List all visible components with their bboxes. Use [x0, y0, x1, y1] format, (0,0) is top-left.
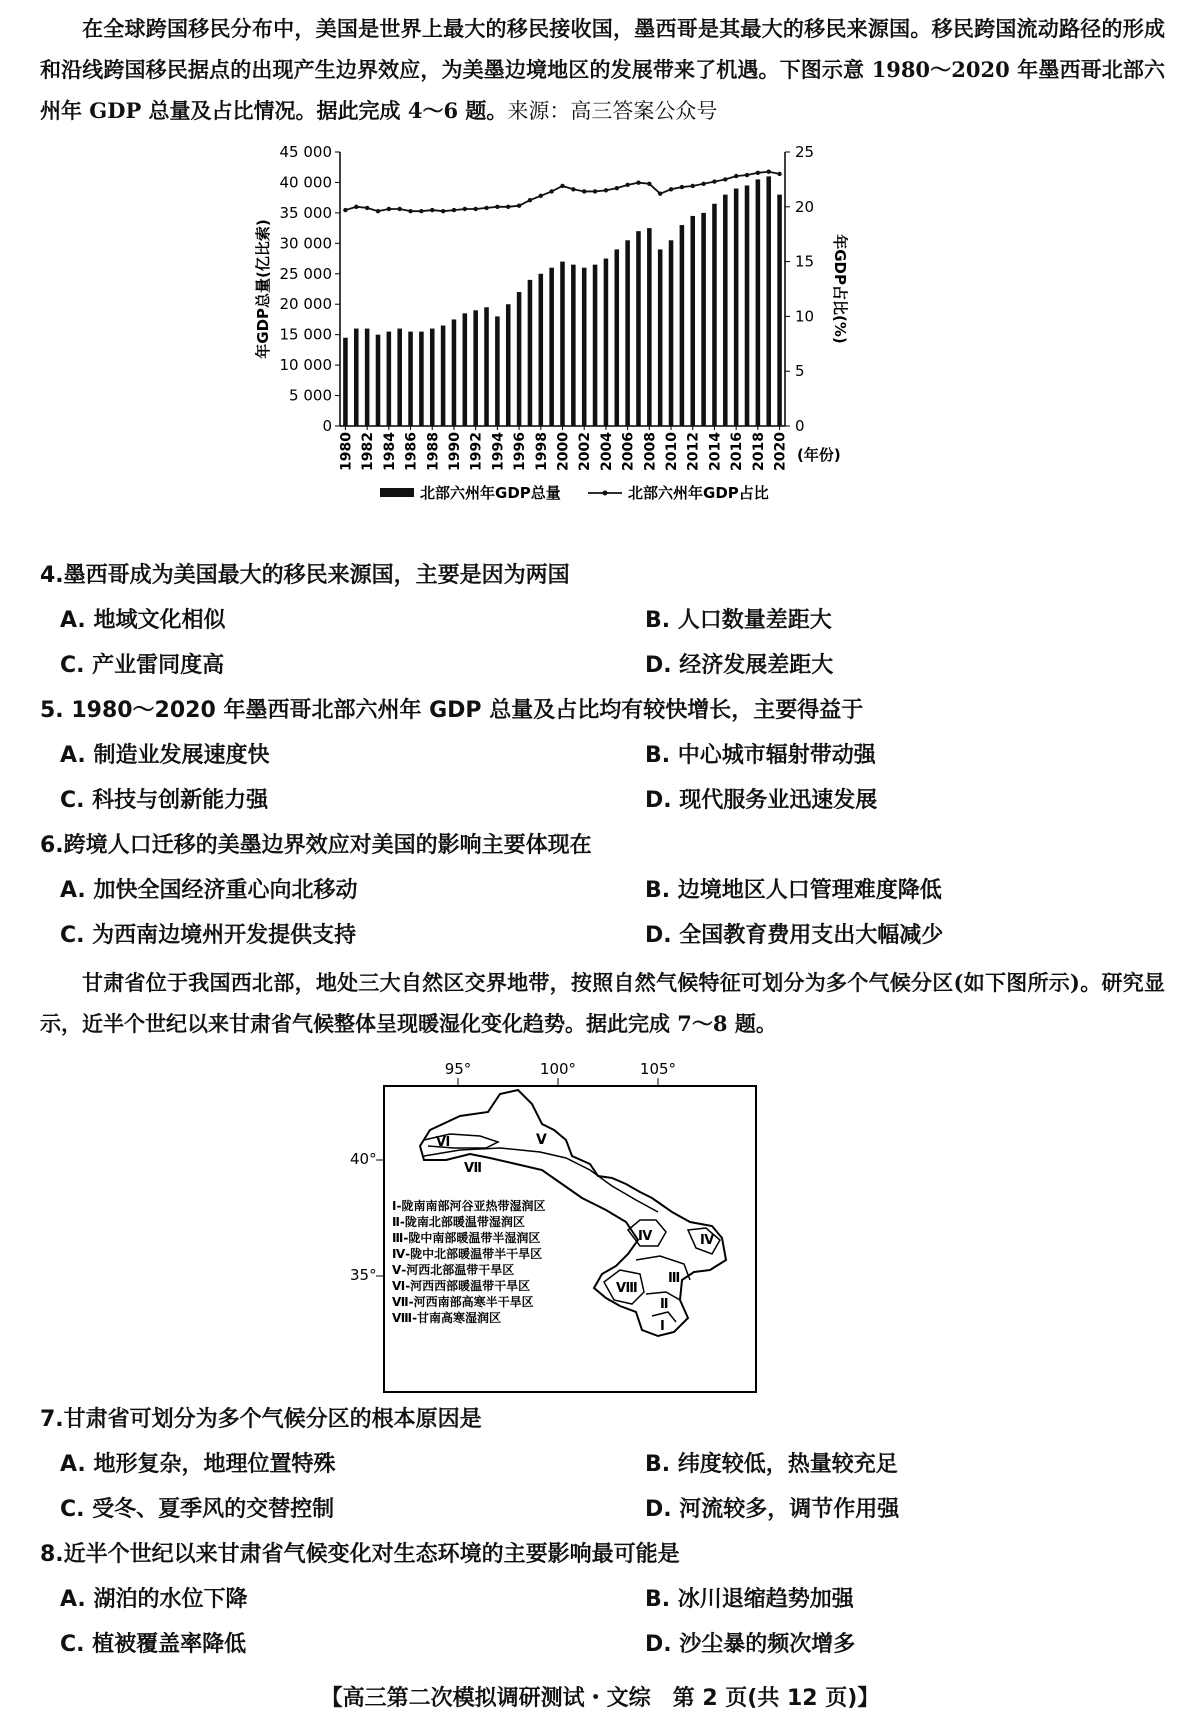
gdp-share-point [495, 205, 499, 209]
gdp-bar [528, 280, 533, 426]
right-tick-label: 15 [795, 252, 815, 271]
gdp-bar [680, 225, 685, 426]
x-tick-label: 2002 [577, 432, 594, 471]
gdp-share-point [712, 179, 716, 183]
gansu-climate-map [340, 1060, 830, 1400]
region-v-label: Ⅴ [536, 1132, 547, 1148]
gdp-bar [441, 326, 446, 426]
gdp-bar [484, 307, 489, 426]
gdp-bar [593, 265, 598, 426]
gdp-bar [690, 216, 695, 426]
region-iv-east-label: Ⅳ [700, 1233, 715, 1248]
region-iv-label: Ⅳ [638, 1229, 653, 1244]
x-tick-label: 1980 [338, 432, 355, 471]
gdp-bar [701, 213, 706, 426]
answer-option[interactable]: D. 河流较多，调节作用强 [645, 1497, 900, 1522]
question-stem: 5. 1980～2020 年墨西哥北部六州年 GDP 总量及占比均有较快增长，主要得益于 [40, 698, 864, 723]
lat-label-35: 35° [350, 1266, 377, 1284]
right-tick-label: 5 [795, 362, 805, 381]
question-stem: 6.跨境人口迁移的美墨边界效应对美国的影响主要体现在 [40, 833, 592, 858]
page-footer: 【高三第二次模拟调研测试・文综 第 2 页(共 12 页)】 [320, 1686, 880, 1711]
gdp-share-point [397, 207, 401, 211]
x-tick-label: 2012 [685, 432, 702, 471]
answer-option[interactable]: D. 沙尘暴的频次增多 [645, 1632, 856, 1657]
legend-item-1: Ⅰ-陇南南部河谷亚热带湿润区 [392, 1199, 546, 1213]
lon-label-95: 95° [444, 1060, 472, 1078]
gdp-share-point [408, 209, 412, 213]
gdp-share-point [539, 194, 543, 198]
lon-label-100: 100° [539, 1060, 577, 1078]
gdp-share-point [604, 188, 608, 192]
region-iii-label: Ⅲ [668, 1271, 681, 1286]
question-stem: 8.近半个世纪以来甘肃省气候变化对生态环境的主要影响最可能是 [40, 1542, 680, 1567]
answer-option[interactable]: A. 制造业发展速度快 [60, 743, 270, 768]
gdp-bar [365, 329, 370, 426]
gdp-share-point [734, 174, 738, 178]
lat-label-40: 40° [350, 1150, 377, 1168]
gdp-bar [354, 329, 359, 426]
legend-line-marker [603, 491, 608, 496]
x-tick-label: 2018 [750, 432, 767, 471]
x-tick-label: 2006 [620, 432, 637, 471]
left-tick-label: 15 000 [279, 325, 332, 344]
x-tick-label: 1990 [446, 432, 463, 471]
gdp-share-point [745, 173, 749, 177]
gdp-share-point [647, 182, 651, 186]
gdp-bar [452, 319, 457, 426]
gdp-share-point [593, 189, 597, 193]
answer-option[interactable]: C. 受冬、夏季风的交替控制 [60, 1497, 335, 1522]
x-tick-label: 1994 [490, 432, 507, 471]
gdp-share-point [441, 209, 445, 213]
gdp-bar [473, 310, 478, 426]
question-stem: 7.甘肃省可划分为多个气候分区的根本原因是 [40, 1407, 482, 1432]
x-tick-label: 2000 [555, 432, 572, 471]
answer-option[interactable]: D. 现代服务业迅速发展 [645, 788, 878, 813]
question-stem: 4.墨西哥成为美国最大的移民来源国，主要是因为两国 [40, 563, 570, 588]
gdp-bar [745, 185, 750, 426]
answer-option[interactable]: B. 中心城市辐射带动强 [645, 743, 876, 768]
answer-option[interactable]: D. 经济发展差距大 [645, 653, 834, 678]
gdp-bar [734, 189, 739, 426]
legend-item-6: Ⅵ-河西西部暖温带干旱区 [392, 1279, 531, 1293]
legend-item-4: Ⅳ-陇中北部暖温带半干旱区 [392, 1247, 543, 1261]
gdp-share-point [484, 206, 488, 210]
gdp-share-point [723, 177, 727, 181]
left-tick-label: 35 000 [279, 203, 332, 222]
intro-passage-2 [40, 962, 1165, 1044]
legend-bar-swatch [380, 488, 414, 497]
gdp-share-point [756, 171, 760, 175]
gdp-share-point [430, 208, 434, 212]
gdp-bar [506, 304, 511, 426]
left-tick-label: 5 000 [289, 386, 332, 405]
gdp-share-point [528, 198, 532, 202]
answer-option[interactable]: C. 科技与创新能力强 [60, 788, 269, 813]
left-tick-label: 30 000 [279, 234, 332, 253]
answer-option[interactable]: D. 全国教育费用支出大幅减少 [645, 923, 944, 948]
gdp-share-point [376, 209, 380, 213]
gdp-bar [658, 249, 663, 426]
answer-option[interactable]: C. 为西南边境州开发提供支持 [60, 923, 357, 948]
right-tick-label: 10 [795, 307, 815, 326]
gdp-share-point [777, 172, 781, 176]
gdp-share-point [658, 191, 662, 195]
gdp-share-point [473, 207, 477, 211]
gdp-bar [343, 338, 348, 426]
gdp-share-point [354, 205, 358, 209]
gdp-bar [636, 231, 641, 426]
legend-item-7: Ⅶ-河西南部高寒半干旱区 [392, 1295, 534, 1309]
gdp-bar [463, 313, 468, 426]
gdp-bar [376, 335, 381, 426]
x-tick-label: 1984 [381, 432, 398, 471]
gdp-share-point [680, 185, 684, 189]
gdp-bar [419, 332, 424, 426]
source-note: 来源：高三答案公众号 [507, 99, 718, 123]
left-tick-label: 20 000 [279, 295, 332, 314]
gdp-share-point [571, 187, 575, 191]
legend-item-8: Ⅷ-甘南高寒湿润区 [392, 1311, 502, 1325]
gdp-share-point [365, 206, 369, 210]
gdp-bar [604, 259, 609, 426]
gdp-share-point [767, 170, 771, 174]
intro-text-1: 在全球跨国移民分布中，美国是世界上最大的移民接收国，墨西哥是其最大的移民来源国。移民跨国流动路径的形成和沿线跨国移民据点的出现产生边界效应，为美墨边境地区的发展带来了机遇。下图示意 1980～2020 年墨西哥北部六州年 GDP 总量及占比情况。据此完成 4～6 题。 [40, 16, 1165, 123]
legend-item-2: Ⅱ-陇南北部暖温带湿润区 [392, 1215, 525, 1229]
answer-option[interactable]: B. 冰川退缩趋势加强 [645, 1587, 854, 1612]
answer-option[interactable]: A. 地形复杂，地理位置特殊 [60, 1452, 336, 1477]
gdp-bar [777, 195, 782, 426]
gdp-share-point [517, 204, 521, 208]
gdp-bar [723, 195, 728, 426]
map-legend [392, 1198, 545, 1325]
x-tick-label: 2014 [707, 432, 724, 471]
region-vii-label: Ⅶ [464, 1161, 483, 1176]
left-tick-label: 0 [322, 417, 332, 435]
x-tick-label: 1982 [360, 432, 377, 471]
x-tick-label: 1986 [403, 432, 420, 471]
gdp-bar [517, 292, 522, 426]
gdp-share-point [419, 209, 423, 213]
answer-option[interactable]: B. 人口数量差距大 [645, 608, 832, 633]
x-tick-label: 2020 [772, 432, 789, 471]
intro-text-2: 甘肃省位于我国西北部，地处三大自然区交界地带，按照自然气候特征可划分为多个气候分区(如下图所示)。研究显示，近半个世纪以来甘肃省气候整体呈现暖湿化变化趋势。据此完成 7～8 题。 [40, 970, 1165, 1036]
left-tick-label: 40 000 [279, 173, 332, 192]
gdp-bar [669, 240, 674, 426]
gdp-share-point [625, 183, 629, 187]
lon-label-105: 105° [639, 1060, 677, 1078]
left-tick-label: 10 000 [279, 356, 332, 375]
gdp-share-point [691, 184, 695, 188]
legend-line-label: 北部六州年GDP占比 [628, 484, 769, 502]
left-tick-label: 25 000 [279, 264, 332, 283]
answer-option[interactable]: C. 产业雷同度高 [60, 653, 225, 678]
gdp-bar [766, 176, 771, 426]
x-tick-label: 1992 [468, 432, 485, 471]
x-tick-label: 1998 [533, 432, 550, 471]
gdp-bar [549, 268, 554, 426]
gdp-bar [539, 274, 544, 426]
right-tick-label: 25 [795, 143, 815, 161]
gdp-share-point [463, 207, 467, 211]
right-axis-title: 年GDP占比(%) [831, 234, 849, 344]
gdp-bar [387, 332, 392, 426]
legend-bar-label: 北部六州年GDP总量 [420, 484, 561, 502]
gdp-share-point [615, 186, 619, 190]
x-tick-label: 1988 [425, 432, 442, 471]
left-axis-title: 年GDP总量(亿比索) [254, 219, 272, 359]
gdp-bar [571, 265, 576, 426]
gdp-bar [647, 228, 652, 426]
x-axis-unit: (年份) [797, 446, 841, 464]
gdp-share-point [387, 207, 391, 211]
gdp-share-point [560, 184, 564, 188]
gdp-bar [614, 249, 619, 426]
region-i-label: Ⅰ [660, 1319, 665, 1334]
gdp-share-point [669, 187, 673, 191]
gdp-bar [756, 179, 761, 426]
gdp-share-point [506, 205, 510, 209]
region-ii-label: Ⅱ [660, 1297, 669, 1312]
left-tick-label: 45 000 [279, 143, 332, 161]
gdp-chart [250, 130, 950, 550]
gdp-bar [582, 268, 587, 426]
region-viii-label: Ⅷ [616, 1281, 638, 1296]
x-tick-label: 1996 [512, 432, 529, 471]
gdp-share-point [636, 180, 640, 184]
answer-option[interactable]: B. 边境地区人口管理难度降低 [645, 878, 942, 903]
region-vi-label: Ⅵ [436, 1135, 451, 1150]
x-tick-label: 2010 [664, 432, 681, 471]
answer-option[interactable]: A. 湖泊的水位下降 [60, 1587, 248, 1612]
gdp-bar [712, 204, 717, 426]
gdp-bar [560, 262, 565, 426]
intro-passage-1 [40, 8, 1165, 132]
gdp-bar [408, 332, 413, 426]
x-tick-label: 2016 [729, 432, 746, 471]
x-tick-label: 2004 [598, 432, 615, 471]
gdp-bar [625, 240, 630, 426]
gdp-bar [397, 329, 402, 426]
right-tick-label: 20 [795, 197, 815, 216]
gdp-bar [495, 316, 500, 426]
gdp-share-point [452, 208, 456, 212]
answer-option[interactable]: A. 地域文化相似 [60, 608, 226, 633]
answer-option[interactable]: B. 纬度较低，热量较充足 [645, 1452, 898, 1477]
answer-option[interactable]: A. 加快全国经济重心向北移动 [60, 878, 358, 903]
answer-option[interactable]: C. 植被覆盖率降低 [60, 1632, 247, 1657]
gdp-share-point [343, 208, 347, 212]
gdp-bar [430, 329, 435, 426]
legend-item-3: Ⅲ-陇中南部暖温带半湿润区 [392, 1231, 541, 1245]
gdp-share-point [582, 189, 586, 193]
right-tick-label: 0 [795, 417, 805, 435]
gdp-share-point [701, 182, 705, 186]
legend-item-5: Ⅴ-河西北部温带干旱区 [392, 1263, 515, 1277]
gdp-share-point [549, 189, 553, 193]
x-tick-label: 2008 [642, 432, 659, 471]
